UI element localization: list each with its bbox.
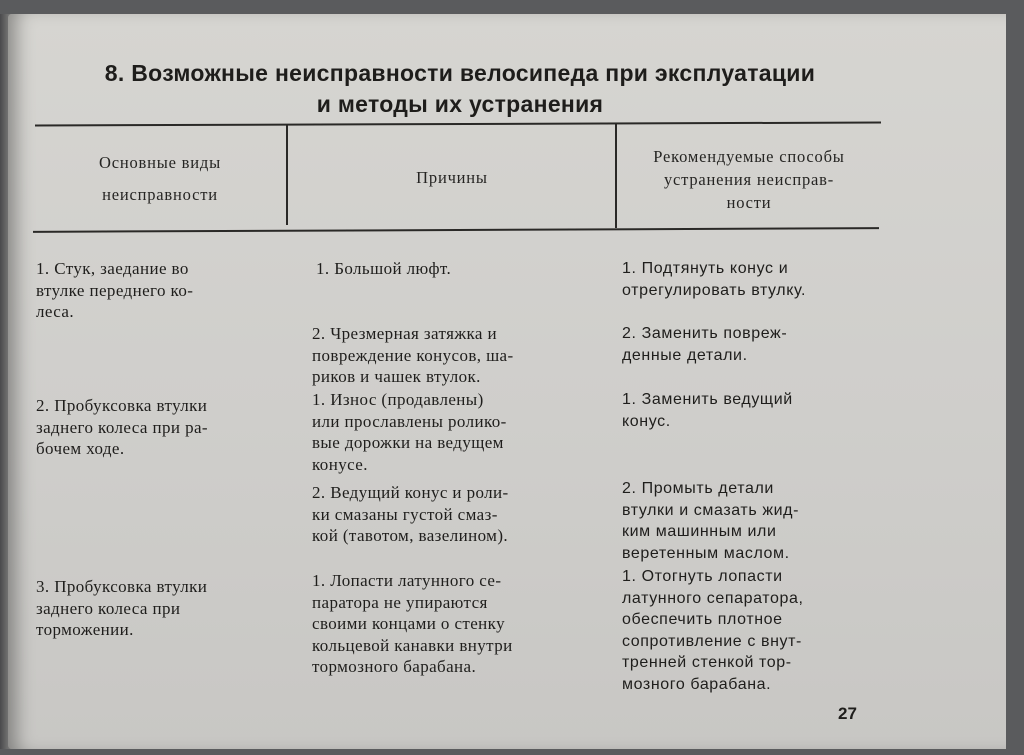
cause-item: 1. Большой люфт. [316,259,452,278]
fault-item: 3. Пробуксовка втулки заднего колеса при торможении. [36,577,208,639]
header-causes: Причины [416,168,488,187]
remedy-item: 1. Заменить ведущий конус. [622,391,793,430]
column-divider-1 [286,124,288,225]
cause-item: 1. Лопасти латунного се- паратора не упираются своими концами о стенку кольцевой канавки внутри тормозного барабана. [312,571,513,676]
remedy-item: 2. Заменить повреж- денные детали. [622,325,788,364]
column-divider-2 [615,124,617,228]
fault-item: 1. Стук, заедание во втулке переднего ко- леса. [36,259,194,321]
header-remedies: Рекомендуемые способы устранения неисправ- ности [653,147,845,212]
remedy-item: 1. Отогнуть лопасти латунного сепаратора, обеспечить плотное сопротивление с внут- тренней стенкой тор- мозного барабана. [622,568,804,693]
fault-item: 2. Пробуксовка втулки заднего колеса при ра- бочем ходе. [36,396,208,458]
section-title-line2: и методы их устранения [316,91,604,117]
remedy-item: 1. Подтянуть конус и отрегулировать втулку. [622,260,807,299]
header-faults: Основные виды неисправности [99,153,221,204]
cause-item: 1. Износ (продавлены) или прославлены ролико- вые дорожки на ведущем конусе. [312,390,507,474]
page-number: 27 [838,704,857,723]
remedy-item: 2. Промыть детали втулки и смазать жид- ким машинным или веретенным маслом. [622,480,800,562]
cause-item: 2. Ведущий конус и роли- ки смазаны густой смаз- кой (тавотом, вазелином). [312,483,509,545]
section-title: 8. Возможные неисправности велосипеда при эксплуатации [104,60,816,86]
cause-item: 2. Чрезмерная затяжка и повреждение конусов, ша- риков и чашек втулок. [312,324,514,386]
